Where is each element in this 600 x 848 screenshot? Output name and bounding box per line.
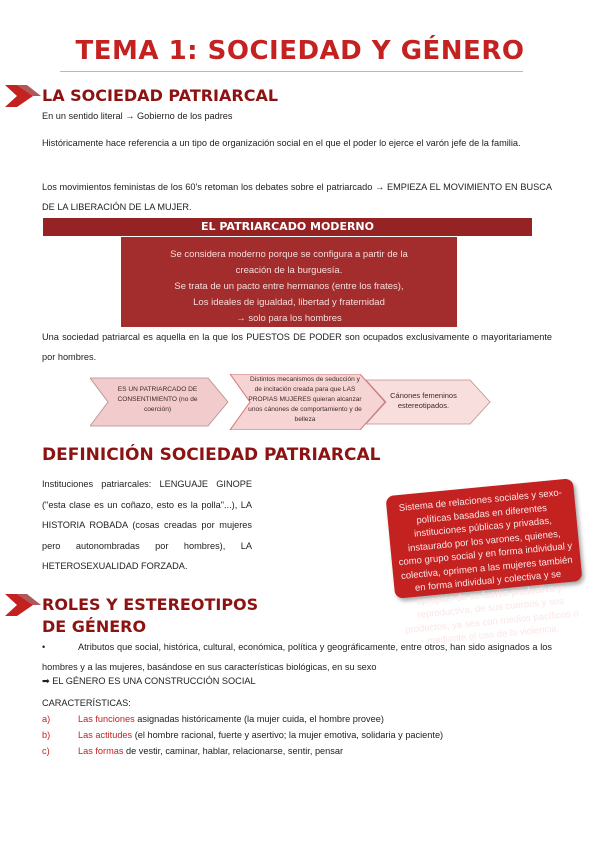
list-rest: (el hombre racional, fuerte y asertivo; la mujer emotiva, solidaria y paciente) bbox=[132, 730, 444, 740]
box-line: Los ideales de igualdad, libertad y fraternidad bbox=[193, 297, 385, 308]
section-arrow-icon bbox=[3, 592, 43, 618]
list-key: Las formas bbox=[78, 746, 124, 756]
box-line: creación de la burguesía. bbox=[235, 265, 343, 276]
page-title: TEMA 1: SOCIEDAD Y GÉNERO bbox=[75, 36, 525, 66]
chevron-3-text: Cánones femeninos estereotipados. bbox=[390, 391, 457, 410]
paragraph-atributos: Atributos que social, histórica, cultural, económica, política y geográficamente, entre otros, han sido asignados a los hombres y a las mujeres, basándose en sus características biológicas, en su sexo bbox=[42, 642, 552, 672]
paragraph-puestos-poder: Una sociedad patriarcal es aquella en la que los PUESTOS DE PODER son ocupados exclusivamente o mayoritariamente por hombres. bbox=[42, 332, 552, 362]
paragraph-historicamente: Históricamente hace referencia a un tipo de organización social en el que el poder lo ejerce el varón jefe de la familia. bbox=[42, 138, 521, 148]
section-arrow-icon bbox=[3, 83, 43, 109]
heading-roles-line1: ROLES Y ESTEREOTIPOS bbox=[42, 595, 259, 614]
caracteristicas-label: CARACTERÍSTICAS: bbox=[42, 698, 131, 708]
heading-sociedad-patriarcal: LA SOCIEDAD PATRIARCAL bbox=[42, 86, 279, 105]
list-key: Las actitudes bbox=[78, 730, 133, 740]
paragraph-sentido-literal: En un sentido literal → Gobierno de los padres bbox=[42, 111, 233, 121]
paragraph-construccion-social: ➡ EL GÉNERO ES UNA CONSTRUCCIÓN SOCIAL bbox=[42, 676, 256, 686]
bullet-marker: • bbox=[42, 642, 46, 652]
chevron-2-text: Distintos mecanismos de seducción y de incitación creada para que LAS PROPIAS MUJERES quieran alcanzar unos cánones de comportamiento y de belleza bbox=[248, 376, 362, 423]
definition-box: Sistema de relaciones sociales y sexo-políticas basadas en diferentes instituciones públicas y privadas, instaurado por los varones, quienes, como grupo social y en forma individual y colectiva, oprimen a las mujeres también en forma individual y colectiva y se apropian de su fuerza productiva y reproductiva, de sus cuerpos y sus productos, ya sea con medios pacíficos o mediante el uso de la violencia. bbox=[385, 478, 582, 599]
banner-patriarcado-moderno: EL PATRIARCADO MODERNO bbox=[43, 218, 532, 236]
chevron-1-text: ES UN PATRIARCADO DE CONSENTIMIENTO (no de coerción) bbox=[117, 386, 198, 413]
title-divider bbox=[60, 71, 523, 72]
heading-roles bbox=[42, 594, 258, 638]
list-item bbox=[42, 741, 562, 761]
heading-definicion: DEFINICIÓN SOCIEDAD PATRIARCAL bbox=[42, 445, 381, 465]
list-rest: de vestir, caminar, hablar, relacionarse, sentir, pensar bbox=[123, 746, 344, 756]
list-letter: a) bbox=[42, 714, 51, 724]
box-line: → solo para los hombres bbox=[236, 313, 342, 324]
list-letter: b) bbox=[42, 730, 51, 740]
box-patriarcado-moderno bbox=[121, 237, 457, 327]
box-line: Se considera moderno porque se configura a partir de la bbox=[170, 249, 408, 260]
box-line: Se trata de un pacto entre hermanos (entre los frates), bbox=[174, 281, 404, 292]
list-key: Las funciones bbox=[78, 714, 135, 724]
paragraph-movimientos: Los movimientos feministas de los 60's retoman los debates sobre el patriarcado → EMPIEZA EL MOVIMIENTO EN BUSCA DE LA LIBERACIÓN DE LA MUJER. bbox=[42, 182, 552, 212]
list-rest: asignadas históricamente (la mujer cuida, el hombre provee) bbox=[134, 714, 384, 724]
paragraph-instituciones: Instituciones patriarcales: LENGUAJE GINOPE ("esta clase es un coñazo, esto es la polla"...), LA HISTORIA ROBADA (cosas creadas por mujeres pero autonombradas por hombres), LA HETEROSEXUALIDAD FORZADA. bbox=[42, 479, 252, 571]
list-letter: c) bbox=[42, 746, 50, 756]
heading-roles-line2: DE GÉNERO bbox=[42, 617, 147, 636]
